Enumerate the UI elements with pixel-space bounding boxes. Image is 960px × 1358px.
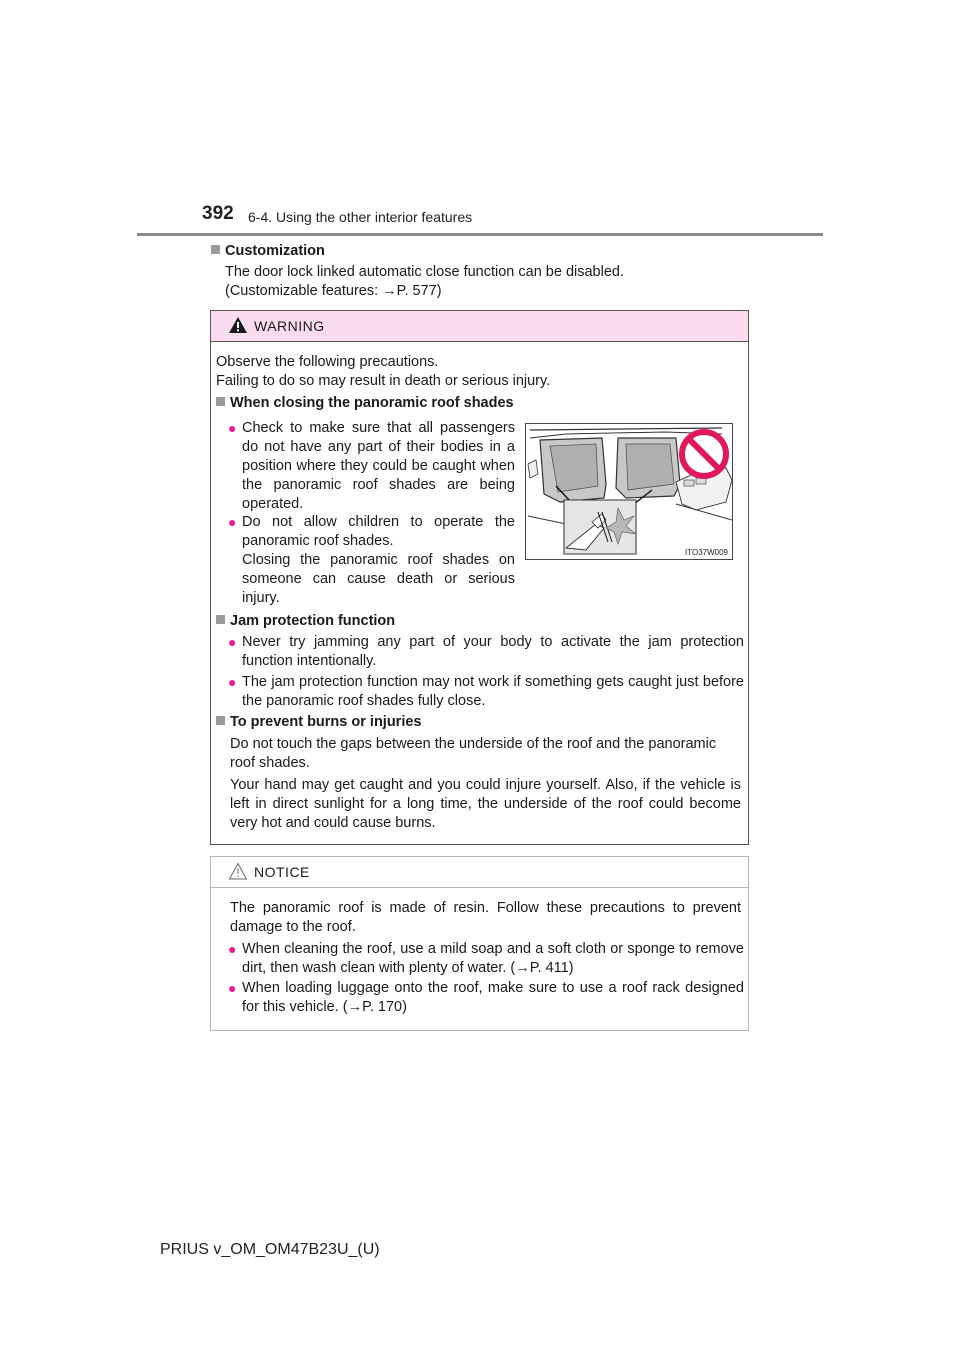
customization-text [225,263,624,301]
shades-bullet-2: ● Do not allow children to operate the panoramic roof shades. Closing the panoramic roof shades on someone can cause death or serious injury. [228,514,515,606]
jam-heading: Jam protection function [216,612,395,631]
shades-heading: When closing the panoramic roof shades [216,394,514,413]
warning-header [211,311,748,342]
bullet-dot-icon: ● [228,634,237,650]
square-bullet-icon [216,716,225,725]
illustration-code: ITO37W009 [685,548,728,557]
jam-bullet-1: ● Never try jamming any part of your body to activate the jam protection function intentionally. [228,634,744,669]
section-title: 6-4. Using the other interior features [248,209,473,225]
warning-box [210,310,749,845]
burns-heading: To prevent burns or injuries [216,713,421,732]
bullet-dot-icon: ● [228,674,237,690]
notice-bullet-2: ● When loading luggage onto the roof, make sure to use a roof rack designed for this vehicle. (→P. 170) [228,980,744,1015]
notice-title: NOTICE [254,864,310,880]
jam-bullet-2: ● The jam protection function may not work if something gets caught just before the panoramic roof shades fully close. [228,674,744,709]
document-id: PRIUS v_OM_OM47B23U_(U) [160,1241,380,1258]
warning-intro-line-2: Failing to do so may result in death or serious injury. [216,373,551,389]
notice-intro: The panoramic roof is made of resin. Follow these precautions to prevent damage to the roof. [230,900,741,935]
roof-shade-hand-icon [526,424,733,560]
bullet-dot-icon: ● [228,420,237,436]
notice-bullet-1: ● When cleaning the roof, use a mild soap and a soft cloth or sponge to remove dirt, then wash clean with plenty of water. (→P. 411) [228,941,744,976]
warning-triangle-icon [228,316,248,334]
header-divider [137,233,823,236]
burns-text-2: Your hand may get caught and you could injure yourself. Also, if the vehicle is left in direct sunlight for a long time, the underside of the roof could become very hot and could cause burns. [230,777,741,831]
shades-bullet-1: ● Check to make sure that all passengers do not have any part of their bodies in a position where they could be caught when the panoramic roof shades are being operated. [228,420,515,512]
notice-triangle-icon [228,862,248,880]
page-number: 392 [202,203,234,224]
warning-intro [216,353,550,391]
notice-header [211,857,748,888]
warning-title: WARNING [254,318,325,334]
square-bullet-icon [211,245,220,254]
bullet-dot-icon: ● [228,514,237,530]
bullet-dot-icon: ● [228,980,237,996]
square-bullet-icon [216,615,225,624]
bullet-dot-icon: ● [228,941,237,957]
panoramic-roof-illustration [525,423,733,560]
warning-intro-line-1: Observe the following precautions. [216,354,439,370]
customization-line-1: The door lock linked automatic close function can be disabled. [225,264,624,280]
square-bullet-icon [216,397,225,406]
notice-box [210,856,749,1031]
customization-line-2: (Customizable features: →P. 577) [225,283,442,299]
burns-text-1: Do not touch the gaps between the underside of the roof and the panoramic roof shades. [230,736,717,771]
customization-heading: Customization [211,243,325,259]
